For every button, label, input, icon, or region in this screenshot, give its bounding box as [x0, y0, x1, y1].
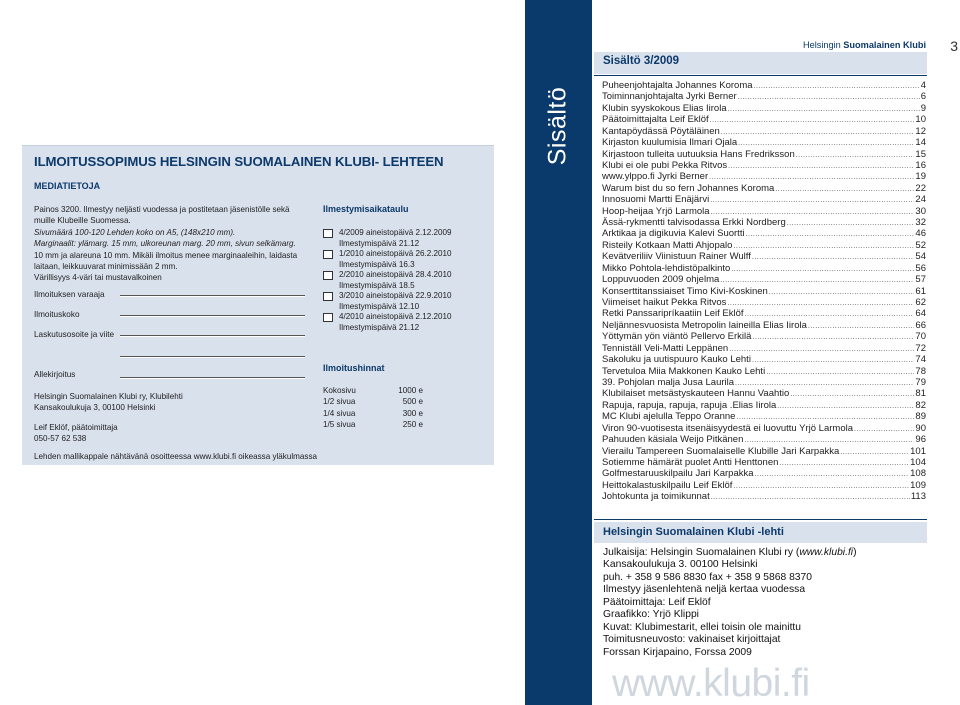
toc-item[interactable]	[602, 206, 926, 217]
price-row	[323, 396, 423, 407]
toc-item-label: Rapuja, rapuja, rapuja, rapuja .Elias Iirola	[602, 399, 777, 411]
toc-dot-leader	[735, 377, 914, 388]
toc-dot-leader	[736, 411, 914, 422]
toc-item-page: 32	[915, 217, 926, 229]
toc-item-page: 74	[915, 354, 926, 366]
schedule-deadline: 4/2010 aineistopäivä 2.12.2010	[339, 312, 452, 321]
toc-dot-leader	[787, 217, 915, 228]
toc-item-label: Sotiemme hämärät puolet Antti Henttonen	[602, 456, 779, 468]
toc-dot-leader	[731, 263, 914, 274]
toc-dot-leader	[854, 423, 914, 434]
toc-item-page: 15	[915, 148, 926, 160]
toc-item[interactable]	[602, 377, 926, 388]
toc-item[interactable]	[602, 468, 926, 479]
masthead-line: Graafikko: Yrjö Klippi	[603, 609, 699, 621]
editor-line: 050-57 62 538	[34, 434, 87, 444]
masthead-publisher	[603, 547, 857, 559]
toc-item[interactable]	[602, 114, 926, 125]
schedule-release: Ilmestymispäivä 21.12	[339, 322, 420, 332]
intro-line: Värillisyys 4-väri tai mustavalkoinen	[34, 273, 162, 283]
toc-item-label: Puheenjohtajalta Johannes Koroma	[602, 80, 753, 91]
toc-item-page: 104	[910, 456, 926, 468]
toc-dot-leader	[733, 480, 909, 491]
toc-item[interactable]	[602, 160, 926, 171]
intro-line: Sivumäärä 100-120 Lehden koko on A5, (148x210 mm).	[34, 227, 236, 237]
toc-item-page: 57	[915, 274, 926, 286]
publisher-prefix: Julkaisija: Helsingin Suomalainen Klubi ry (	[603, 547, 800, 558]
toc-dot-leader	[808, 320, 915, 331]
masthead-line: Toimitusneuvosto: vakinaiset kirjoittajat	[603, 634, 781, 646]
toc-item[interactable]	[602, 423, 926, 434]
toc-item-page: 24	[915, 194, 926, 206]
toc-item-page: 30	[915, 205, 926, 217]
toc-item-label: Innosuomi Martti Enäjärvi	[602, 194, 710, 206]
toc-item-label: Viimeiset haikut Pekka Ritvos	[602, 297, 727, 309]
toc-item-page: 82	[915, 399, 926, 411]
masthead-line: Päätoimittaja: Leif Eklöf	[603, 596, 711, 608]
form-subtitle: MEDIATIETOJA	[34, 181, 101, 191]
toc-item-page: 66	[915, 319, 926, 331]
toc-dot-leader	[728, 160, 914, 171]
toc-item-label: Pahuuden käsiala Weijo Pitkänen	[602, 434, 744, 446]
toc-item-label: Konserttitanssiaiset Timo Kivi-Koskinen	[602, 285, 768, 297]
publisher-line: Kansakoulukuja 3, 00100 Helsinki	[34, 403, 156, 413]
price-row	[323, 408, 423, 419]
toc-item-page: 52	[915, 239, 926, 251]
price-size: Kokosivu	[323, 386, 356, 395]
toc-dot-leader	[754, 80, 920, 91]
brand-header	[803, 40, 926, 50]
schedule-release: Ilmestymispäivä 12.10	[339, 301, 420, 311]
toc-item-label: Retki Panssaripríkaatiin Leif Eklöf	[602, 308, 744, 320]
toc-item[interactable]	[602, 480, 926, 491]
toc-dot-leader	[796, 149, 915, 160]
toc-item-label: Sakoluku ja uutispuuro Kauko Lehti	[602, 354, 751, 366]
form-title: ILMOITUSSOPIMUS HELSINGIN SUOMALAINEN KLUBI- LEHTEEN	[34, 154, 444, 169]
editor-contact	[34, 422, 118, 444]
toc-item-page: 56	[915, 262, 926, 274]
toc-item-page: 4	[920, 80, 926, 91]
toc-item-page: 10	[915, 114, 926, 126]
toc-item-page: 6	[920, 91, 926, 103]
toc-item-label: Klubin syyskokous Elias Iirola	[602, 102, 727, 114]
toc-item[interactable]	[602, 171, 926, 182]
toc-item-label: Päätoimittajalta Leif Eklöf	[602, 114, 709, 126]
toc-dot-leader	[746, 228, 915, 239]
toc-item-page: 90	[915, 422, 926, 434]
signature-line[interactable]	[120, 377, 305, 379]
advertiser-line[interactable]	[120, 295, 305, 297]
toc-dot-leader	[721, 126, 915, 137]
toc-item-page: 79	[915, 376, 926, 388]
toc-item-page: 78	[915, 365, 926, 377]
toc-dot-leader	[720, 274, 914, 285]
schedule-deadline: 4/2009 aineistopäivä 2.12.2009	[339, 228, 452, 237]
toc-item-label: Neljännesvuosista Metropolin laineilla Elias Iirola	[602, 319, 807, 331]
toc-dot-leader	[711, 206, 915, 217]
masthead-line: Kansakoulukuja 3. 00100 Helsinki	[603, 559, 758, 571]
toc-title: Sisältö 3/2009	[603, 55, 680, 67]
schedule-release: Ilmestymispäivä 21.12	[339, 238, 420, 248]
masthead-line: Ilmestyy jäsenlehtenä neljä kertaa vuodessa	[603, 584, 806, 596]
toc-dot-leader	[790, 388, 914, 399]
toc-item[interactable]	[602, 194, 926, 205]
toc-item[interactable]	[602, 331, 926, 342]
toc-item-label: Loppuvuoden 2009 ohjelma	[602, 274, 720, 286]
intro-line: Marginaalit: ylämarg. 15 mm, ulkoreunan marg. 20 mm, sivun selkämarg.	[34, 239, 296, 249]
intro-line: laitaan, leikkuuvarat minimissään 2 mm.	[34, 262, 178, 272]
schedule-release: Ilmestymispäivä 16.3	[339, 259, 415, 269]
schedule-checkbox[interactable]	[323, 250, 333, 259]
toc-dot-leader	[727, 297, 914, 308]
toc-item-label: Tervetuloa Miia Makkonen Kauko Lehti	[602, 365, 766, 377]
toc-item[interactable]	[602, 183, 926, 194]
price-size: 1/4 sivua	[323, 408, 356, 418]
toc-dot-leader	[744, 434, 914, 445]
media-info-text	[34, 204, 309, 284]
toc-item-page: 62	[915, 297, 926, 309]
toc-item[interactable]	[602, 91, 926, 102]
toc-item-label: Klubilaiset metsästyskauteen Hannu Vaahtio	[602, 388, 790, 400]
toc-item-page: 101	[910, 445, 926, 457]
toc-item-page: 72	[915, 342, 926, 354]
masthead-line: Kuvat: Klubimestarit, ellei toisin ole mainittu	[603, 621, 802, 633]
toc-item-page: 113	[910, 491, 926, 503]
toc-item[interactable]	[602, 343, 926, 354]
toc-item-page: 81	[915, 388, 926, 400]
toc-item-label: Golfmestaruuskilpailu Jari Karpakka	[602, 468, 754, 480]
toc-item[interactable]	[602, 411, 926, 422]
toc-dot-leader	[779, 457, 909, 468]
toc-item-page: 12	[915, 125, 926, 137]
toc-item-label: Mikko Pohtola-lehdistöpalkinto	[602, 262, 731, 274]
toc-item-label: Risteily Kotkaan Matti Ahjopalo	[602, 239, 733, 251]
toc-item-label: Tenniställ Veli-Matti Leppänen	[602, 342, 729, 354]
toc-item-label: Klubi ei ole pubi Pekka Ritvos	[602, 159, 728, 171]
toc-item-label: Yöttymän yön viäntö Pellervo Erkilä	[602, 331, 752, 343]
toc-item-label: Kirjaston kuulumisia Ilmari Ojala	[602, 137, 738, 149]
brand-light: Helsingin	[802, 40, 844, 50]
toc-dot-leader	[738, 91, 920, 102]
signature-label: Allekirjoitus	[34, 370, 76, 379]
toc-item-page: 109	[910, 479, 926, 491]
intro-line: Painos 3200. Ilmestyy neljästi vuodessa ja postitetaan jäsenistölle sekä	[34, 205, 290, 214]
price-table	[323, 385, 423, 431]
toc-item-page: 108	[910, 468, 926, 480]
toc-item-label: www.ylppo.fi Jyrki Berner	[602, 171, 709, 183]
editor-line: Leif Eklöf, päätoimittaja	[34, 423, 118, 432]
toc-item[interactable]	[602, 400, 926, 411]
schedule-item	[323, 249, 483, 270]
toc-dot-leader	[775, 183, 914, 194]
price-row	[323, 385, 423, 396]
toc-item-page: 19	[915, 171, 926, 183]
toc-item-label: Ässä-rykmentti talvisodassa Erkki Nordberg	[602, 217, 786, 229]
toc-item-label: Warum bist du so fern Johannes Koroma	[602, 182, 775, 194]
toc-item-label: Kantapöydässä Pöytäläinen	[602, 125, 720, 137]
ad-size-label: Ilmoituskoko	[34, 310, 80, 319]
toc-item[interactable]	[602, 388, 926, 399]
publisher-site: www.klubi.fi	[799, 547, 854, 558]
toc-item[interactable]	[602, 137, 926, 148]
publisher-address	[34, 391, 183, 413]
price-value: 500 e	[402, 397, 423, 407]
toc-dot-leader	[733, 240, 914, 251]
price-value: 250 e	[402, 420, 423, 430]
publisher-line: Helsingin Suomalainen Klubi ry, Klubilehti	[34, 392, 183, 401]
toc-item[interactable]	[602, 149, 926, 160]
toc-item[interactable]	[602, 80, 926, 91]
toc-dot-leader	[752, 251, 915, 262]
toc-dot-leader	[755, 468, 910, 479]
toc-bottom-rule	[594, 519, 927, 520]
schedule-item	[323, 312, 483, 333]
toc-item-label: Kirjastoon tulleita uutuuksia Hans Fredriksson	[602, 148, 795, 160]
club-magazine-title: Helsingin Suomalainen Klubi -lehti	[603, 526, 784, 538]
toc-item-label: Kevätveriliiv Viinistuun Rainer Wulff	[602, 251, 751, 263]
toc-item-page: 14	[915, 137, 926, 149]
price-row	[323, 419, 423, 430]
intro-line: 10 mm ja alareuna 10 mm. Mikäli ilmoitus menee marginaaleihin, laidasta	[34, 250, 298, 260]
toc-item-page: 96	[915, 434, 926, 446]
toc-dot-leader	[729, 343, 914, 354]
schedule-deadline: 1/2010 aineistopäivä 26.2.2010	[339, 249, 452, 258]
toc-dot-leader	[711, 491, 910, 502]
masthead-line: puh. + 358 9 586 8830 fax + 358 9 5868 8370	[603, 571, 812, 583]
price-value: 300 e	[402, 408, 423, 418]
toc-dot-leader	[752, 331, 914, 342]
toc-dot-leader	[840, 446, 909, 457]
price-size: 1/2 sivua	[323, 397, 356, 407]
toc-item[interactable]	[602, 103, 926, 114]
brand-bold: Suomalainen Klubi	[843, 40, 926, 50]
toc-item-page: 46	[915, 228, 926, 240]
toc-item[interactable]	[602, 286, 926, 297]
masthead-line: Forssan Kirjapaino, Forssa 2009	[603, 646, 752, 658]
toc-dot-leader	[738, 137, 914, 148]
toc-top-rule	[594, 75, 927, 76]
toc-dot-leader	[769, 286, 915, 297]
toc-item[interactable]	[602, 126, 926, 137]
toc-item-page: 61	[915, 285, 926, 297]
website-url[interactable]: www.klubi.fi	[612, 662, 810, 705]
toc-item-page: 64	[915, 308, 926, 320]
schedule-item	[323, 291, 483, 312]
toc-item-label: Viron 90-vuotisesta itsenäisyydestä ei luovuttu Yrjö Larmola	[602, 422, 854, 434]
club-masthead	[603, 547, 857, 659]
spine-title: Sisältö	[543, 86, 572, 166]
billing-line-2[interactable]	[120, 356, 305, 358]
toc-item-label: 39. Pohjolan malja Jusa Laurila	[602, 376, 735, 388]
toc-item-page: 22	[915, 182, 926, 194]
schedule-checkbox[interactable]	[323, 271, 333, 280]
toc-item-label: Toiminnanjohtajalta Jyrki Berner	[602, 91, 737, 103]
toc-item[interactable]	[602, 228, 926, 239]
prices-heading: Ilmoitushinnat	[323, 363, 385, 373]
toc-item[interactable]	[602, 434, 926, 445]
toc-dot-leader	[745, 308, 915, 319]
toc-dot-leader	[728, 103, 920, 114]
schedule-deadline: 3/2010 aineistopäivä 22.9.2010	[339, 291, 452, 300]
ad-size-line[interactable]	[120, 315, 305, 317]
toc-item[interactable]	[602, 217, 926, 228]
billing-line[interactable]	[120, 335, 305, 337]
toc-item[interactable]	[602, 320, 926, 331]
toc-item[interactable]	[602, 446, 926, 457]
advertiser-label: Ilmoituksen varaaja	[34, 290, 105, 299]
schedule-release: Ilmestymispäivä 18.5	[339, 280, 415, 290]
toc-item-label: Johtokunta ja toimikunnat	[602, 491, 710, 503]
schedule-checkbox[interactable]	[323, 229, 333, 238]
toc-dot-leader	[752, 354, 914, 365]
toc-item-label: Hoop-heijaa Yrjö Larmola	[602, 205, 710, 217]
toc-item-page: 70	[915, 331, 926, 343]
publisher-suffix: )	[853, 547, 857, 558]
sample-footnote: Lehden mallikappale nähtävänä osoitteessa www.klubi.fi oikeassa yläkulmassa	[34, 452, 317, 461]
price-value: 1000 e	[398, 386, 423, 395]
schedule-item	[323, 270, 483, 291]
toc-dot-leader	[710, 114, 915, 125]
toc-dot-leader	[777, 400, 914, 411]
toc-item[interactable]	[602, 263, 926, 274]
toc-dot-leader	[766, 366, 914, 377]
toc-item[interactable]	[602, 297, 926, 308]
toc-item[interactable]	[602, 366, 926, 377]
toc-item[interactable]	[602, 274, 926, 285]
toc-item[interactable]	[602, 491, 926, 502]
toc-item-page: 9	[920, 102, 926, 114]
schedule-checkbox[interactable]	[323, 313, 333, 322]
toc-item[interactable]	[602, 354, 926, 365]
schedule-item	[323, 228, 483, 249]
toc-item-page: 54	[915, 251, 926, 263]
billing-label: Laskutusosoite ja viite	[34, 330, 115, 339]
toc-item[interactable]	[602, 240, 926, 251]
page-number: 3	[950, 38, 958, 54]
toc-item-label: Vierailu Tampereen Suomalaiselle Klubille Jari Karpakka	[602, 445, 840, 457]
toc-item-label: MC Klubi ajelulla Teppo Oranne	[602, 411, 736, 423]
toc-item[interactable]	[602, 308, 926, 319]
schedule-heading: Ilmestymisaikataulu	[323, 204, 409, 214]
schedule-list	[323, 228, 483, 333]
intro-line: muille Klubeille Suomessa.	[34, 216, 131, 226]
price-size: 1/5 sivua	[323, 420, 356, 430]
toc-dot-leader	[709, 171, 914, 182]
toc-item-page: 89	[915, 411, 926, 423]
toc-item-page: 16	[915, 159, 926, 171]
toc-dot-leader	[710, 194, 914, 205]
schedule-checkbox[interactable]	[323, 292, 333, 301]
toc-item-label: Arktikaa ja digikuvia Kalevi Suortti	[602, 228, 745, 240]
schedule-deadline: 2/2010 aineistopäivä 28.4.2010	[339, 270, 452, 279]
toc-list	[602, 80, 926, 503]
toc-item[interactable]	[602, 251, 926, 262]
toc-item[interactable]	[602, 457, 926, 468]
toc-item-label: Heittokalastuskilpailu Leif Eklöf	[602, 479, 733, 491]
